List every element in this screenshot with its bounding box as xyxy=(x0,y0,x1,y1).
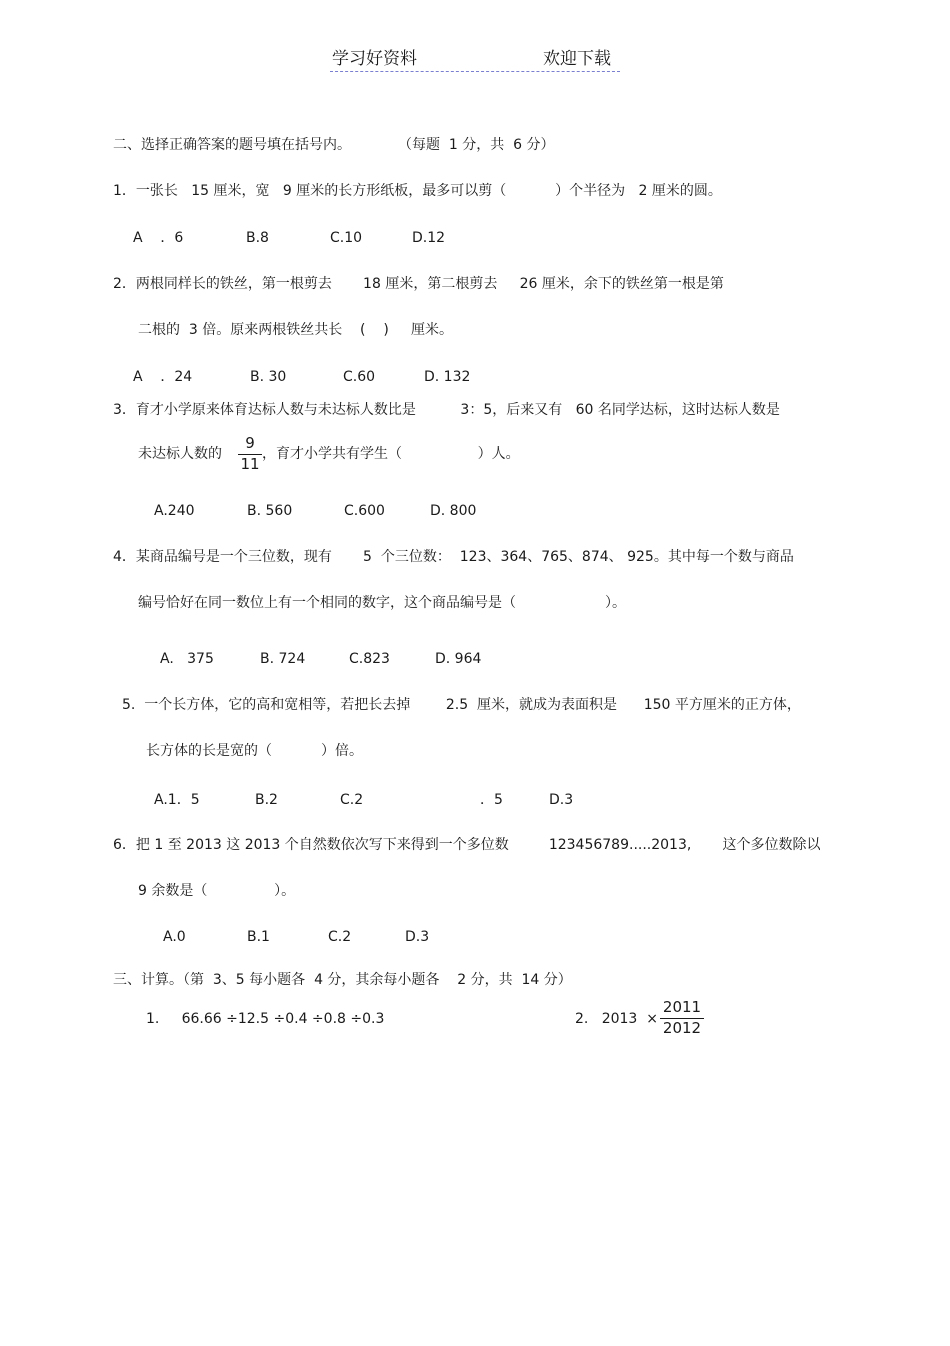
calc-problem-1: 1. 66.66 ÷12.5 ÷0.4 ÷0.8 ÷0.3 xyxy=(146,1011,385,1027)
q6-option-b: B.1 xyxy=(247,929,270,945)
q3-fraction-numerator: 9 xyxy=(245,434,255,452)
header-right: 欢迎下载 xyxy=(543,49,611,69)
q2-option-b: B. 30 xyxy=(250,369,287,385)
q2-option-c: C.60 xyxy=(343,369,376,385)
q5-text-line2: 长方体的长是宽的（ ）倍。 xyxy=(146,743,363,759)
q5-option-c-fragment: ．5 xyxy=(480,792,503,808)
q6-option-a: A.0 xyxy=(163,929,186,945)
q2-option-d: D. 132 xyxy=(424,369,471,385)
q6-text-line2: 9 余数是（ ）。 xyxy=(138,883,296,899)
calc-problem-2-denominator: 2012 xyxy=(662,1019,702,1037)
header-underline xyxy=(330,71,620,72)
q4-option-b: B. 724 xyxy=(260,651,306,667)
q4-option-d: D. 964 xyxy=(435,651,482,667)
q3-option-c: C.600 xyxy=(344,503,385,519)
q5-text-line1: 5. 一个长方体，它的高和宽相等，若把长去掉 2.5 厘米，就成为表面积是 150 平方厘米的正方体， xyxy=(122,697,801,713)
q5-option-c: C.2 xyxy=(340,792,364,808)
q1-option-b: B.8 xyxy=(246,230,269,246)
header-left: 学习好资料 xyxy=(332,49,417,69)
q4-option-c: C.823 xyxy=(349,651,390,667)
q3-text-line2a: 未达标人数的 xyxy=(138,446,222,462)
q2-text-line2: 二根的 3 倍。原来两根铁丝共长 ( ) 厘米。 xyxy=(138,322,454,338)
q3-fraction-denominator: 11 xyxy=(240,455,260,473)
q3-option-d: D. 800 xyxy=(430,503,477,519)
q6-option-d: D.3 xyxy=(405,929,430,945)
q4-option-a: A. 375 xyxy=(160,651,214,667)
section3-title: 三、计算。（第 3、5 每小题各 4 分，其余每小题各 2 分，共 14 分） xyxy=(113,972,572,988)
q2-text-line1: 2．两根同样长的铁丝，第一根剪去 18 厘米，第二根剪去 26 厘米，余下的铁丝第一根是第 xyxy=(113,276,724,292)
q3-option-a: A.240 xyxy=(154,503,195,519)
q3-fraction xyxy=(238,436,262,472)
calc-problem-2-numerator: 2011 xyxy=(662,998,702,1016)
q2-option-a: A ．24 xyxy=(133,369,193,385)
q3-text-line2b: ，育才小学共有学生（ ）人。 xyxy=(262,446,520,462)
q6-text-line1: 6．把 1 至 2013 这 2013 个自然数依次写下来得到一个多位数 123456789.....2013, 这个多位数除以 xyxy=(113,837,821,853)
q1-option-c: C.10 xyxy=(330,230,363,246)
q3-option-b: B. 560 xyxy=(247,503,293,519)
section2-title: 二、选择正确答案的题号填在括号内。 xyxy=(113,137,351,153)
q3-text-line1: 3．育才小学原来体育达标人数与未达标人数比是 3：5，后来又有 60 名同学达标，这时达标人数是 xyxy=(113,402,780,418)
q1-text: 1．一张长 15 厘米，宽 9 厘米的长方形纸板，最多可以剪（ ）个半径为 2 厘米的圆。 xyxy=(113,183,722,199)
q4-text-line1: 4．某商品编号是一个三位数，现有 5 个三位数： 123、364、765、874、 925。其中每一个数与商品 xyxy=(113,549,794,565)
q1-option-d: D.12 xyxy=(412,230,446,246)
section2-note: （每题 1 分，共 6 分） xyxy=(398,137,555,153)
q1-option-a: A ．6 xyxy=(133,230,184,246)
q5-option-a: A.1．5 xyxy=(154,792,200,808)
q5-option-d: D.3 xyxy=(549,792,574,808)
calc-problem-2: 2. 2013 × xyxy=(575,1011,658,1027)
q4-text-line2: 编号恰好在同一数位上有一个相同的数字，这个商品编号是（ ）。 xyxy=(138,595,627,611)
q6-option-c: C.2 xyxy=(328,929,352,945)
q5-option-b: B.2 xyxy=(255,792,278,808)
calc-problem-2-fraction xyxy=(660,1000,704,1036)
